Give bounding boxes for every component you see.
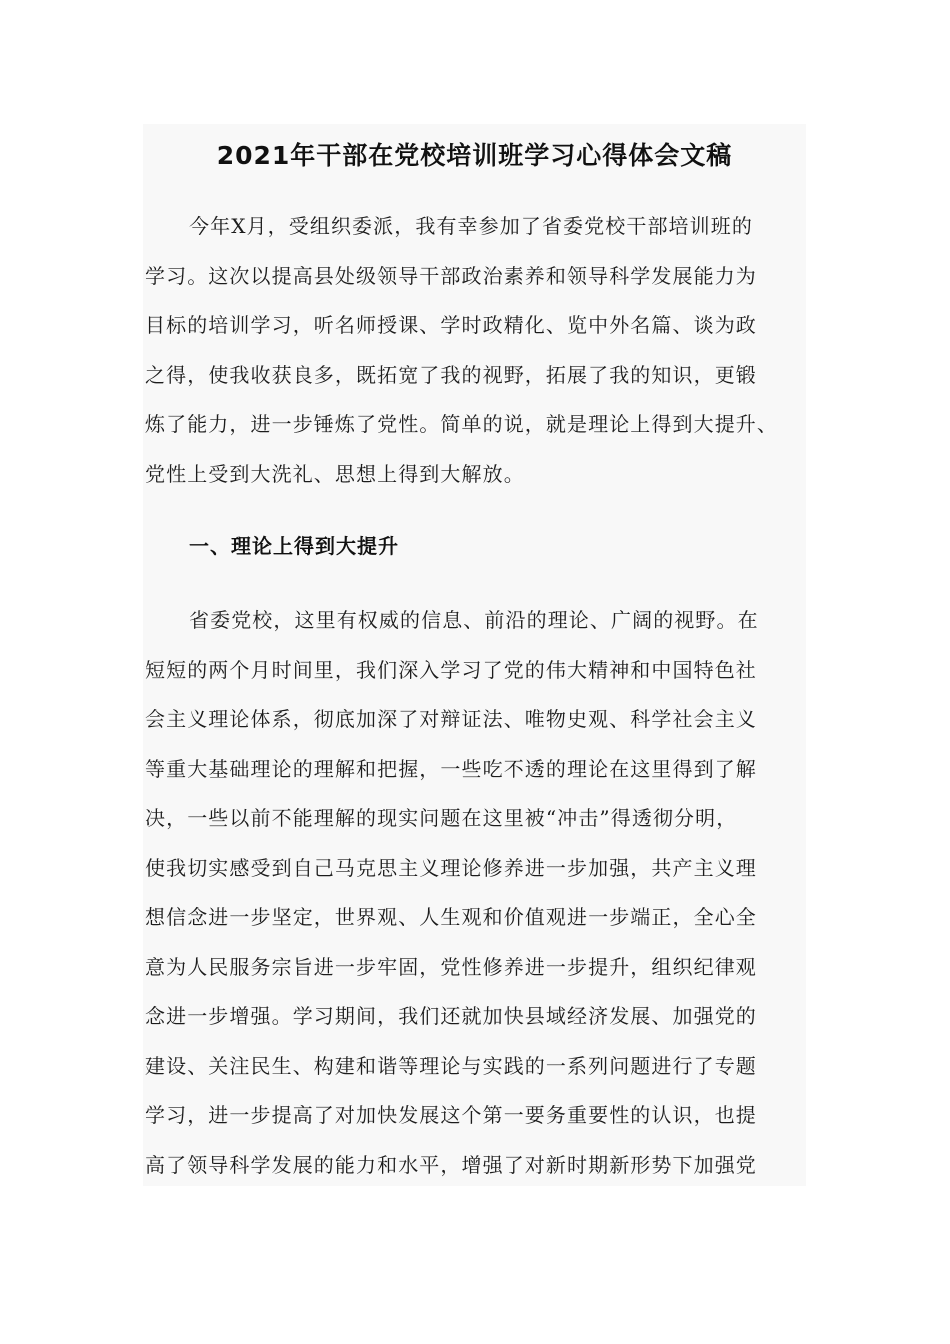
paragraph-line: 建设、关注民生、构建和谐等理论与实践的一系列问题进行了专题 [145,1053,757,1078]
document-page [143,124,806,1186]
document-title: 2021年干部在党校培训班学习心得体会文稿 [216,141,733,170]
paragraph-line: 决，一些以前不能理解的现实问题在这里被“冲击”得透彻分明， [145,806,738,830]
paragraph-line: 目标的培训学习，听名师授课、学时政精化、览中外名篇、谈为政 [145,313,757,337]
paragraph-line: 等重大基础理论的理解和把握，一些吃不透的理论在这里得到了解 [145,756,757,781]
paragraph-line: 高了领导科学发展的能力和水平，增强了对新时期新形势下加强党 [145,1152,757,1177]
paragraph-line: 学习，进一步提高了对加快发展这个第一要务重要性的认识，也提 [145,1103,757,1127]
paragraph-theory [145,596,803,1186]
section-heading: 一、理论上得到大提升 [189,534,399,558]
paragraph-intro [145,202,803,499]
paragraph-line: 想信念进一步坚定，世界观、人生观和价值观进一步端正，全心全 [145,905,757,929]
paragraph-line: 会主义理论体系，彻底加深了对辩证法、唯物史观、科学社会主义 [145,707,757,731]
paragraph-line: 省委党校，这里有权威的信息、前沿的理论、广阔的视野。在 [189,608,759,632]
paragraph-line: 学习。这次以提高县处级领导干部政治素养和领导科学发展能力为 [145,263,757,288]
paragraph-line: 短短的两个月时间里，我们深入学习了党的伟大精神和中国特色社 [145,657,757,682]
paragraph-line: 党性上受到大洗礼、思想上得到大解放。 [145,461,525,486]
paragraph-line: 念进一步增强。学习期间，我们还就加快县域经济发展、加强党的 [145,1004,757,1028]
paragraph-line: 使我切实感受到自己马克思主义理论修养进一步加强，共产主义理 [145,855,757,880]
paragraph-line: 炼了能力，进一步锤炼了党性。简单的说，就是理论上得到大提升、 [145,412,778,436]
paragraph-line: 今年X月，受组织委派，我有幸参加了省委党校干部培训班的 [189,214,753,238]
paragraph-line: 意为人民服务宗旨进一步牢固，党性修养进一步提升，组织纪律观 [145,954,757,979]
paragraph-line: 之得，使我收获良多，既拓宽了我的视野，拓展了我的知识，更锻 [145,362,757,387]
